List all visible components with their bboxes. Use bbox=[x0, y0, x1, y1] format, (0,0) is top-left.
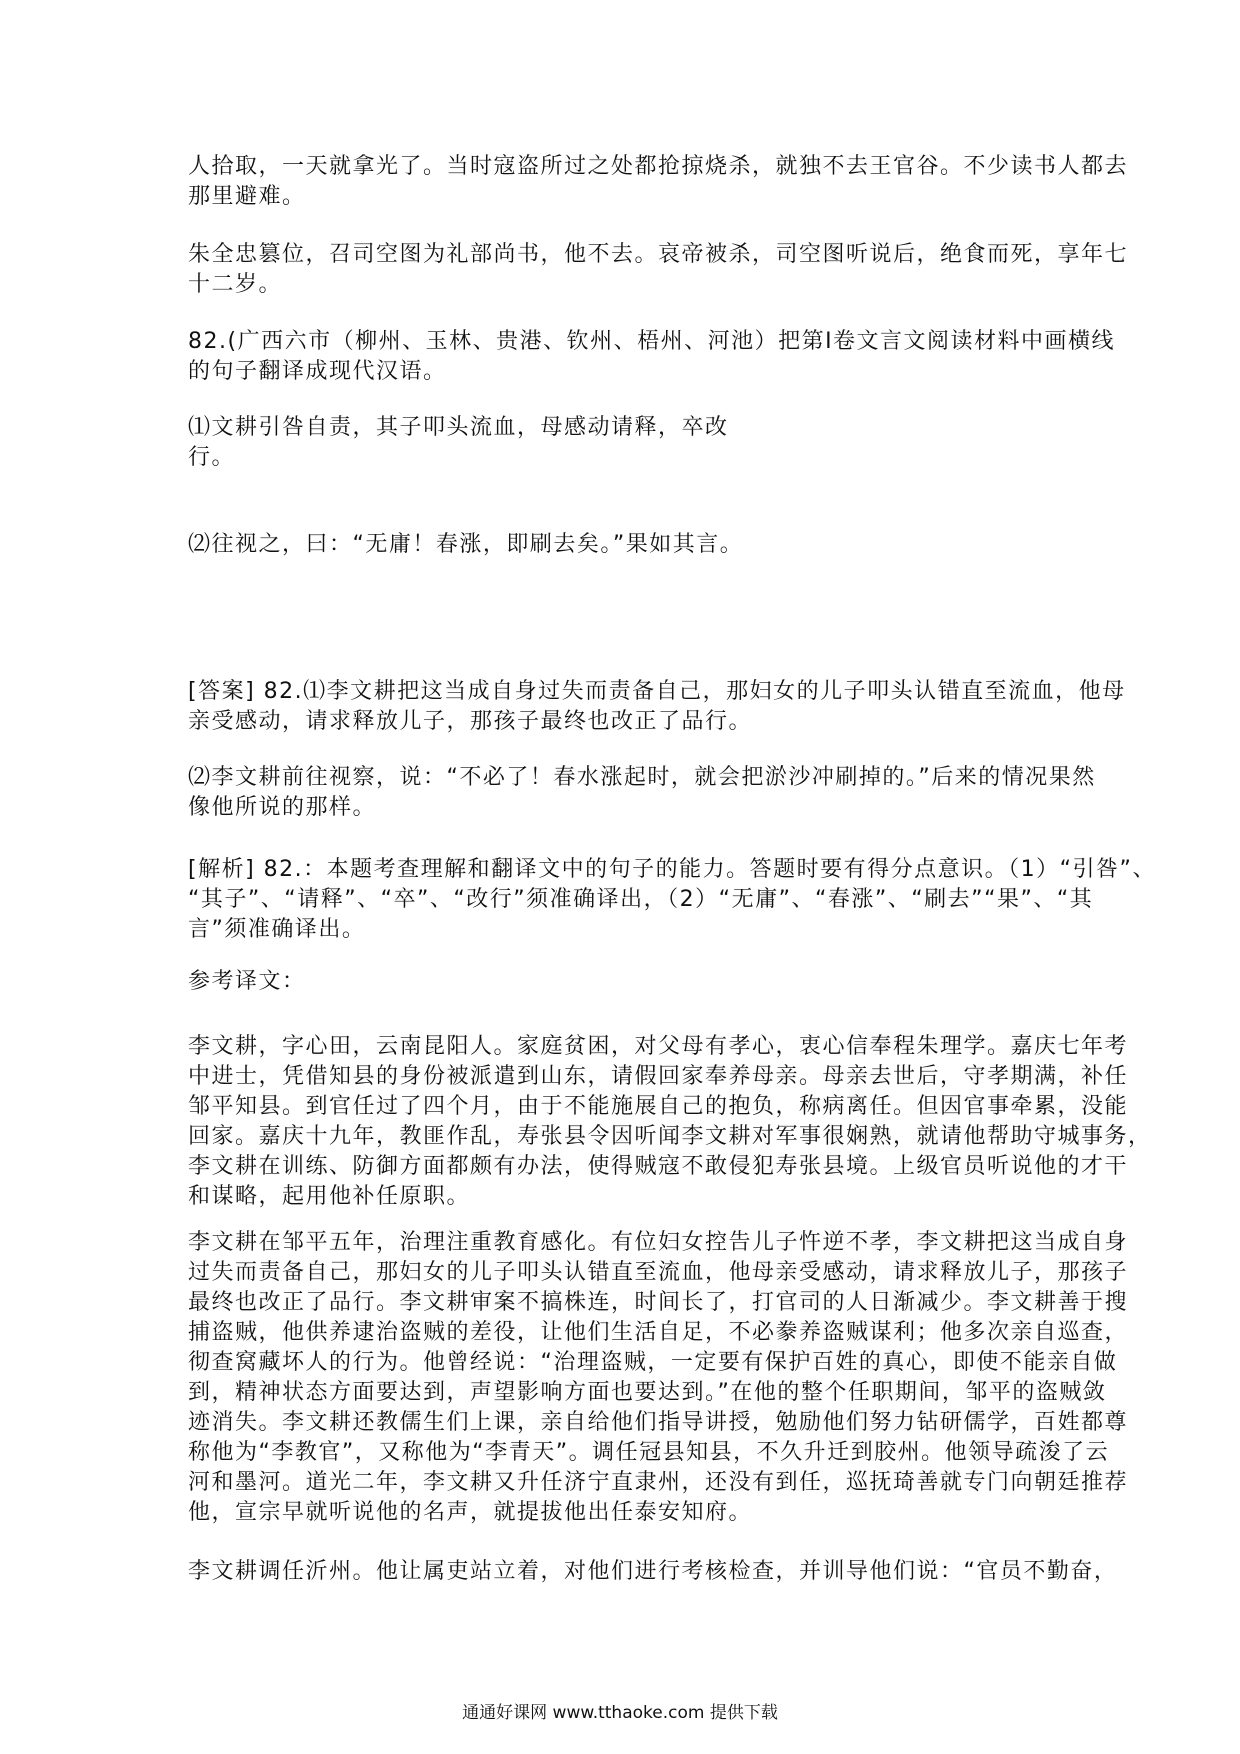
text-line: 到，精神状态方面要达到，声望影响方面也要达到。”在他的整个任职期间，邹平的盗贼敛 bbox=[188, 1380, 1107, 1405]
paragraph bbox=[188, 855, 1156, 945]
text-line: 称他为“李教官”，又称他为“李青天”。调任冠县知县，不久升迁到胶州。他领导疏浚了云 bbox=[188, 1440, 1110, 1465]
paragraph bbox=[188, 240, 1129, 300]
text-line: 李文耕在训练、防御方面都颇有办法，使得贼寇不敢侵犯寿张县境。上级官员听说他的才干 bbox=[188, 1154, 1129, 1179]
text-line: 彻查窝藏坏人的行为。他曾经说：“治理盗贼，一定要有保护百姓的真心，即使不能亲自做 bbox=[188, 1350, 1118, 1375]
text-line: 他，宣宗早就听说他的名声，就提拔他出任泰安知府。 bbox=[188, 1500, 753, 1525]
paragraph bbox=[188, 1557, 1118, 1587]
paragraph bbox=[188, 1032, 1152, 1212]
text-line: 河和墨河。道光二年，李文耕又升任济宁直隶州，还没有到任，巡抚琦善就专门向朝廷推荐 bbox=[188, 1470, 1129, 1495]
text-line: ⑵往视之，曰：“无庸！春涨，即刷去矣。”果如其言。 bbox=[188, 532, 744, 557]
text-line: 亲受感动，请求释放儿子，那孩子最终也改正了品行。 bbox=[188, 709, 753, 734]
text-line: 李文耕在邹平五年，治理注重教育感化。有位妇女控告儿子忤逆不孝，李文耕把这当成自身 bbox=[188, 1230, 1129, 1255]
text-line: 十二岁。 bbox=[188, 272, 283, 297]
text-line: 那里避难。 bbox=[188, 184, 306, 209]
text-line: 邹平知县。到官任过了四个月，由于不能施展自己的抱负，称病离任。但因官事牵累，没能 bbox=[188, 1094, 1129, 1119]
text-line: 李文耕，字心田，云南昆阳人。家庭贫困，对父母有孝心，衷心信奉程朱理学。嘉庆七年考 bbox=[188, 1034, 1129, 1059]
text-line: 过失而责备自己，那妇女的儿子叩头认错直至流血，他母亲受感动，请求释放儿子，那孩子 bbox=[188, 1260, 1129, 1285]
text-line: [答案] 82.⑴李文耕把这当成自身过失而责备自己，那妇女的儿子叩头认错直至流血，他母 bbox=[188, 679, 1126, 704]
text-line: 最终也改正了品行。李文耕审案不搞株连，时间长了，打官司的人日渐减少。李文耕善于搜 bbox=[188, 1290, 1129, 1315]
text-line: [解析] 82.：本题考查理解和翻译文中的句子的能力。答题时要有得分点意识。（1）“引咎”、 bbox=[188, 857, 1156, 882]
paragraph bbox=[188, 530, 1068, 560]
paragraph bbox=[188, 327, 1116, 387]
text-line: 人拾取，一天就拿光了。当时寇盗所过之处都抢掠烧杀，就独不去王官谷。不少读书人都去 bbox=[188, 154, 1129, 179]
text-line: 和谋略，起用他补任原职。 bbox=[188, 1184, 471, 1209]
text-line: 李文耕调任沂州。他让属吏站立着，对他们进行考核检查，并训导他们说：“官员不勤奋， bbox=[188, 1559, 1118, 1584]
text-line: ⑵李文耕前往视察，说：“不必了！春水涨起时，就会把淤沙冲刷掉的。”后来的情况果然 bbox=[188, 765, 1096, 790]
text-line: 言”须准确译出。 bbox=[188, 917, 366, 942]
text-line: ⑴文耕引咎自责，其子叩头流血，母感动请释，卒改 bbox=[188, 415, 729, 440]
page-footer: 通通好课网 www.tthaoke.com 提供下载 bbox=[462, 1703, 778, 1723]
paragraph bbox=[188, 413, 1068, 473]
text-line: 的句子翻译成现代汉语。 bbox=[188, 359, 447, 384]
paragraph bbox=[188, 152, 1129, 212]
text-line: 像他所说的那样。 bbox=[188, 795, 377, 820]
text-line: 行。 bbox=[188, 445, 236, 470]
paragraph bbox=[188, 763, 1096, 823]
text-line: 中进士，凭借知县的身份被派遣到山东，请假回家奉养母亲。母亲去世后，守孝期满，补任 bbox=[188, 1064, 1129, 1089]
paragraph bbox=[188, 1228, 1129, 1528]
text-line: 迹消失。李文耕还教儒生们上课，亲自给他们指导讲授，勉励他们努力钻研儒学，百姓都尊 bbox=[188, 1410, 1129, 1435]
text-line: “其子”、“请释”、“卒”、“改行”须准确译出，（2）“无庸”、“春涨”、“刷去”“果”、“其 bbox=[188, 887, 1094, 912]
text-line: 参考译文： bbox=[188, 969, 306, 994]
text-line: 捕盗贼，他供养逮治盗贼的差役，让他们生活自足，不必豢养盗贼谋利；他多次亲自巡查， bbox=[188, 1320, 1129, 1345]
text-line: 82.(广西六市（柳州、玉林、贵港、钦州、梧州、河池）把第Ⅰ卷文言文阅读材料中画横线 bbox=[188, 329, 1116, 354]
paragraph bbox=[188, 967, 1068, 997]
paragraph bbox=[188, 677, 1126, 737]
text-line: 回家。嘉庆十九年，教匪作乱，寿张县令因听闻李文耕对军事很娴熟，就请他帮助守城事务， bbox=[188, 1124, 1152, 1149]
text-line: 朱全忠篡位，召司空图为礼部尚书，他不去。哀帝被杀，司空图听说后，绝食而死，享年七 bbox=[188, 242, 1129, 267]
